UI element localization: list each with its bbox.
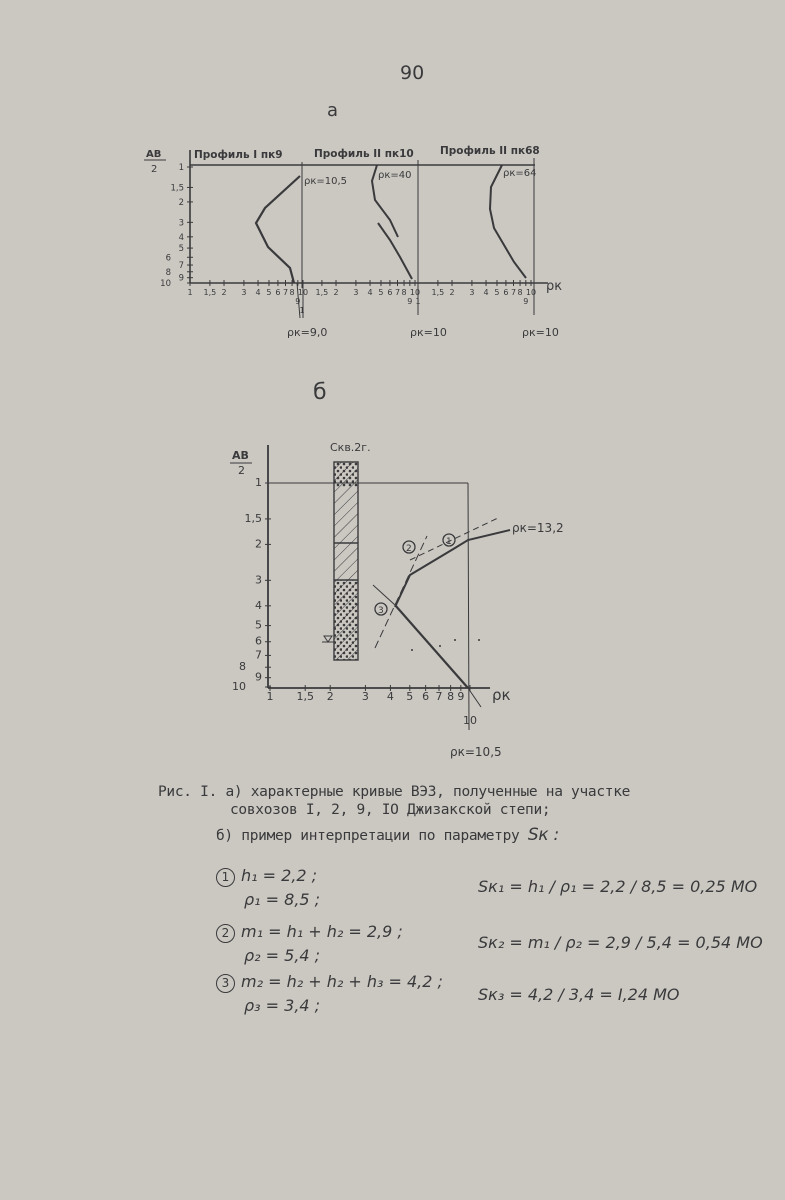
figure-a-label: а: [327, 100, 339, 121]
panel-bottom-label-1: ρк=9,0: [287, 326, 328, 339]
a-xtick-label: 6: [275, 288, 281, 297]
b-xtick-label: 4: [386, 690, 394, 703]
a-ytick-label: 10: [160, 279, 171, 289]
b-ytick-label: 10: [232, 680, 246, 693]
marker-3: [375, 603, 387, 616]
b-ytick-label: 1: [255, 476, 262, 489]
svg-text:3: 3: [378, 606, 384, 616]
panel-top-label-2: ρк=40: [378, 170, 412, 181]
a-ytick-label: 5: [178, 244, 184, 255]
a-ytick-label: 2: [178, 197, 184, 208]
a-xtick-label: 8: [517, 288, 523, 297]
b-xaxis-label: ρк: [492, 686, 511, 704]
well-label: Скв.2г.: [330, 441, 371, 454]
panel-top-label-1: ρк=10,5: [304, 176, 348, 187]
b-xtick-label: 2: [326, 690, 334, 703]
figure-b-diagram: [230, 441, 564, 759]
caption-line-1: Рис. I. а) характерные кривые ВЭЗ, полученные на участке: [158, 784, 631, 800]
formula-1-b: ρ₁ = 8,5 ;: [244, 890, 321, 909]
a-xtick-label: 4: [367, 288, 373, 297]
marker-1: [443, 534, 455, 547]
a-xtick-label: 1: [415, 297, 421, 306]
a-xtick-label: 8: [289, 288, 295, 297]
b-ytick-label: 9: [255, 670, 262, 684]
b-yaxis-label-top: АВ: [232, 449, 249, 462]
marker-2: [403, 541, 415, 554]
formula-3-a: 3 m₂ = h₂ + h₂ + h₃ = 4,2 ;: [216, 972, 443, 993]
a-ytick-label: 9: [178, 273, 184, 284]
a-ytick-label: 8: [165, 267, 171, 278]
well-column: [334, 462, 358, 660]
formula-3-s: Sк₃ = 4,2 / 3,4 = I,24 МО: [478, 985, 680, 1004]
a-yaxis-label-top: АВ: [146, 149, 162, 160]
a-xtick-label: 1: [187, 288, 193, 297]
b-ytick-label: 1,5: [244, 511, 262, 525]
b-yaxis-label-bottom: 2: [238, 464, 245, 477]
a-ytick-label: 1: [178, 163, 184, 173]
a-ytick-label: 4: [178, 232, 184, 243]
a-xtick-label: 6: [503, 288, 509, 297]
b-ytick-label: 7: [255, 648, 262, 662]
a-xtick-label: 3: [469, 288, 475, 297]
b-xtick-label: 9: [457, 690, 465, 703]
a-xtick-label: 1,5: [431, 288, 445, 297]
panel-title-3: Профиль II пк68: [440, 145, 540, 157]
a-yaxis-label-bottom: 2: [151, 164, 158, 175]
b-xtick-label: 8: [447, 690, 455, 703]
b-xtick-label: 10: [463, 714, 477, 727]
b-xtick-label: 3: [361, 690, 369, 703]
a-xtick-label: 1,5: [315, 288, 329, 297]
b-ytick-label: 4: [255, 598, 262, 612]
formula-2-s: Sк₂ = m₁ / ρ₂ = 2,9 / 5,4 = 0,54 МО: [478, 933, 763, 952]
panel-bottom-label-3: ρк=10: [522, 326, 559, 339]
b-xtick-label: 1: [266, 690, 274, 703]
b-ytick-label: 6: [255, 634, 262, 648]
a-xtick-label: 9: [407, 297, 413, 306]
figure-b-label: б: [313, 380, 327, 405]
svg-text:2: 2: [406, 544, 412, 554]
b-ytick-label: 8: [239, 660, 246, 674]
a-xaxis-label: ρк: [546, 279, 563, 294]
formula-1-s: Sк₁ = h₁ / ρ₁ = 2,2 / 8,5 = 0,25 МО: [478, 877, 758, 896]
b-xtick-label: 6: [422, 690, 430, 703]
a-xtick-label: 1: [299, 306, 305, 315]
panel-title-1: Профиль I пк9: [194, 149, 283, 161]
caption-line-3: б) пример интерпретации по параметру: [216, 828, 520, 844]
b-xtick-label: 7: [435, 690, 443, 703]
page-number: 90: [400, 62, 425, 84]
b-xtick-label: 5: [406, 690, 414, 703]
caption-line-3-wrap: [216, 825, 559, 845]
a-xtick-label: 7: [282, 288, 289, 297]
formula-1-a: 1 h₁ = 2,2 ;: [216, 866, 317, 887]
formula-2-a: 2 m₁ = h₁ + h₂ = 2,9 ;: [216, 922, 403, 943]
a-xtick-label: 10: [525, 288, 537, 297]
a-ytick-label: 3: [178, 218, 184, 229]
a-xtick-label: 10: [297, 288, 309, 297]
water-table-icon: [322, 636, 334, 642]
a-xtick-label: 4: [483, 288, 489, 297]
a-xtick-label: 8: [401, 288, 407, 297]
a-ytick-label: 1,5: [170, 183, 184, 194]
a-xtick-label: 2: [221, 288, 227, 297]
a-xtick-label: 2: [449, 288, 455, 297]
a-xtick-label: 1,5: [203, 288, 217, 297]
a-xtick-label: 5: [378, 288, 384, 297]
b-ytick-label: 5: [255, 618, 262, 632]
b-ytick-label: 2: [255, 537, 262, 551]
a-xtick-label: 2: [333, 288, 339, 297]
a-ytick-label: 6: [165, 253, 171, 264]
caption-line-2: совхозов I, 2, 9, IO Джизакской степи;: [230, 802, 551, 818]
b-xtick-label: 1,5: [296, 690, 314, 703]
a-xtick-label: 7: [510, 288, 517, 297]
panel-top-label-3: ρк=64: [503, 168, 537, 179]
a-xtick-label: 3: [353, 288, 359, 297]
b-ytick-label: 3: [255, 573, 262, 587]
a-xtick-label: 5: [266, 288, 272, 297]
a-xtick-label: 9: [295, 297, 301, 306]
a-xtick-label: 3: [241, 288, 247, 297]
b-bottom-label: ρк=10,5: [450, 745, 502, 759]
figure-a-diagram: [144, 145, 562, 339]
a-xtick-label: 6: [387, 288, 393, 297]
a-xtick-label: 5: [494, 288, 500, 297]
caption-param: Sк :: [527, 825, 559, 845]
a-xtick-label: 7: [394, 288, 401, 297]
panel-title-2: Профиль II пк10: [314, 148, 414, 160]
formula-3-b: ρ₃ = 3,4 ;: [244, 996, 321, 1015]
a-xtick-label: 10: [409, 288, 421, 297]
a-xtick-label: 4: [255, 288, 261, 297]
a-xtick-label: 9: [523, 297, 529, 306]
b-right-label: ρк=13,2: [512, 521, 564, 535]
a-ytick-label: 7: [178, 261, 184, 272]
panel-bottom-label-2: ρк=10: [410, 326, 447, 339]
formula-2-b: ρ₂ = 5,4 ;: [244, 946, 321, 965]
svg-text:1: 1: [446, 537, 452, 547]
